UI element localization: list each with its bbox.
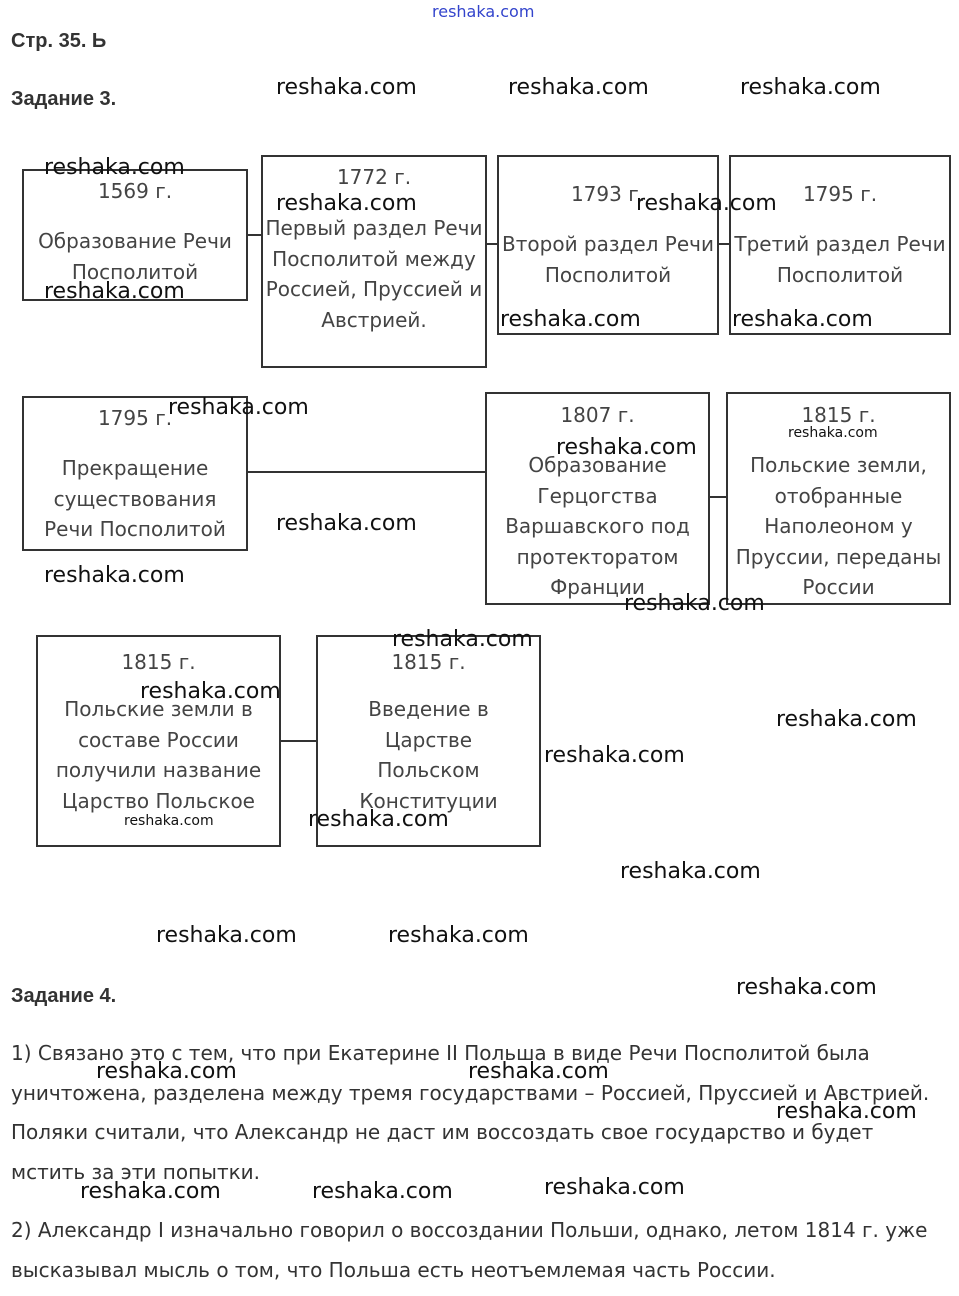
answer-1: 1) Связано это с тем, что при Екатерине II Польша в виде Речи Посполитой была уничтожена, разделена между тремя государствами – Россией, Пруссией и Австрией. Поляки считали, что Александр не даст им воссоздать свое государство и будет мстить за эти попытки.: [11, 1041, 930, 1184]
watermark: reshaka.com: [156, 923, 297, 948]
event-year: 1795 г.: [97, 406, 173, 430]
page-reference: Стр. 35. Ь: [11, 30, 107, 52]
watermark: reshaka.com: [44, 563, 185, 588]
timeline-box-1815-lands: [726, 392, 951, 605]
event-year: 1569 г.: [97, 179, 173, 203]
watermark: reshaka.com: [544, 1175, 685, 1200]
event-year: 1815 г.: [121, 650, 196, 674]
event-year: 1807 г.: [560, 403, 635, 427]
event-text: Польские земли, отобранные Наполеоном у Пруссии, переданы России: [735, 453, 942, 599]
watermark: reshaka.com: [96, 1059, 237, 1084]
watermark: reshaka.com: [432, 2, 535, 21]
watermark: reshaka.com: [788, 425, 878, 441]
watermark: reshaka.com: [732, 307, 873, 332]
watermark: reshaka.com: [168, 395, 309, 420]
watermark: reshaka.com: [44, 279, 185, 304]
watermark: reshaka.com: [620, 859, 761, 884]
task4-heading: Задание 4.: [11, 985, 117, 1007]
watermark: reshaka.com: [544, 743, 685, 768]
event-year: 1815 г.: [391, 650, 466, 674]
watermark: reshaka.com: [276, 511, 417, 536]
watermark: reshaka.com: [44, 155, 185, 180]
watermark: reshaka.com: [776, 707, 917, 732]
watermark: reshaka.com: [636, 191, 777, 216]
watermark: reshaka.com: [140, 679, 281, 704]
connector-line: [709, 496, 727, 498]
connector-line: [280, 740, 317, 742]
watermark: reshaka.com: [556, 435, 697, 460]
watermark: reshaka.com: [124, 813, 214, 829]
timeline-box-1772: [261, 155, 487, 368]
event-text: Образование Речи Посполитой: [38, 229, 232, 284]
event-year: 1795 г.: [802, 182, 878, 206]
event-year: 1815 г.: [801, 403, 876, 427]
event-year: 1793 г.: [570, 182, 646, 206]
watermark: reshaka.com: [276, 75, 417, 100]
watermark: reshaka.com: [392, 627, 533, 652]
watermark: reshaka.com: [312, 1179, 453, 1204]
event-text: Образование Герцогства Варшавского под протекторатом Франции: [505, 453, 690, 599]
watermark: reshaka.com: [508, 75, 649, 100]
connector-line: [247, 471, 486, 473]
event-text: Введение в Царстве Польском Конституции: [359, 697, 498, 813]
watermark: reshaka.com: [308, 807, 449, 832]
connector-line: [247, 234, 262, 236]
watermark: reshaka.com: [740, 75, 881, 100]
watermark: reshaka.com: [736, 975, 877, 1000]
watermark: reshaka.com: [624, 591, 765, 616]
watermark: reshaka.com: [776, 1099, 917, 1124]
watermark: reshaka.com: [276, 191, 417, 216]
timeline-box-1807: [485, 392, 710, 605]
event-text: Первый раздел Речи Посполитой между Россией, Пруссией и Австрией.: [265, 216, 483, 332]
watermark: reshaka.com: [388, 923, 529, 948]
answer-2: 2) Александр I изначально говорил о воссоздании Польши, однако, летом 1814 г. уже высказывал мысль о том, что Польша есть неотъемлемая часть России.: [11, 1218, 928, 1282]
event-text: Польские земли в составе России получили название Царство Польское: [55, 697, 262, 813]
event-text: Второй раздел Речи Посполитой: [502, 232, 714, 287]
event-text: Прекращение существования Речи Посполитой: [44, 456, 226, 541]
event-year: 1772 г.: [336, 165, 412, 189]
event-text: Третий раздел Речи Посполитой: [734, 232, 946, 287]
watermark: reshaka.com: [80, 1179, 221, 1204]
watermark: reshaka.com: [468, 1059, 609, 1084]
watermark: reshaka.com: [500, 307, 641, 332]
task3-heading: Задание 3.: [11, 88, 117, 110]
